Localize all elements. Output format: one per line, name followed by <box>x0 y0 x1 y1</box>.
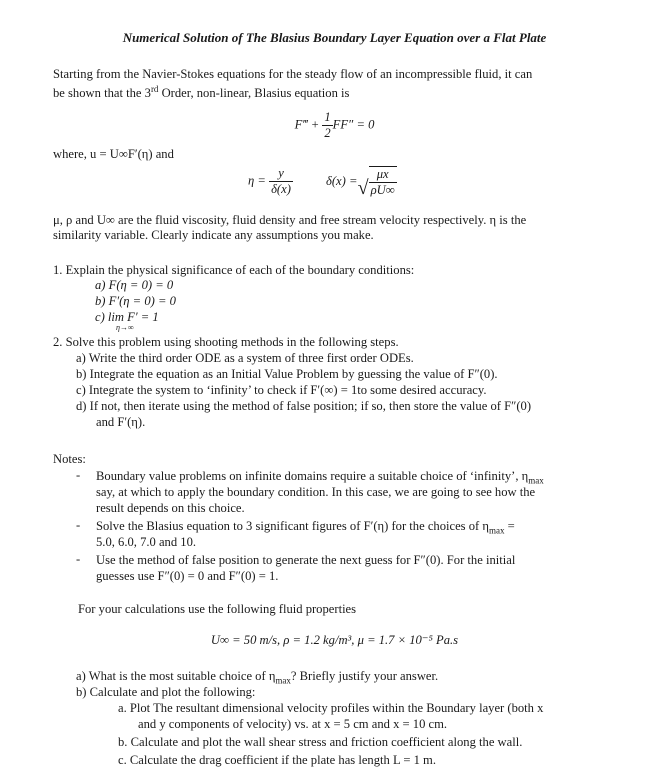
q2-c: c) Integrate the system to ‘infinity’ to check if F′(∞) = 1to some desired accuracy. <box>76 383 487 397</box>
task-b-a-line-2: and y components of velocity) vs. at x = 5 cm and x = 10 cm. <box>138 717 448 731</box>
eta-definition: η = $\frac{y}{\delta(x)}$ <box>248 166 291 196</box>
note-2-line-2: 5.0, 6.0, 7.0 and 10. <box>96 535 197 549</box>
note-3-line-2: guesses use F″(0) = 0 and F″(0) = 1. <box>96 569 279 583</box>
task-a: a) What is the most suitable choice of $\eta_{max}$? Briefly justify your answer. <box>76 669 439 686</box>
intro-line-1: Starting from the Navier-Stokes equations for the steady flow of an incompressible fluid, it can <box>53 67 533 81</box>
note-1-line-1: Boundary value problems on infinite domains require a suitable choice of ‘infinity’, $\eta_{max}$ <box>96 469 544 486</box>
note-bullet: - <box>76 518 81 532</box>
note-bullet: - <box>76 468 81 482</box>
q1-label: 1. Explain the physical significance of each of the boundary conditions: <box>53 263 415 277</box>
task-b-c: c. Calculate the drag coefficient if the plate has length L = 1 m. <box>118 753 436 767</box>
task-b-b: b. Calculate and plot the wall shear stress and friction coefficient along the wall. <box>118 735 523 749</box>
delta-definition: δ(x) = √ $\frac{\mu x}{\rho U\infty}$ <box>326 166 397 198</box>
q1-a: a) F(η = 0) = 0 <box>95 278 174 292</box>
note-1-line-2: say, at which to apply the boundary condition. In this case, we are going to see how the <box>96 485 536 499</box>
blasius-equation: F‴ + $\frac{1}{2}$ FF″ = 0 <box>294 110 375 140</box>
fluid-label: For your calculations use the following fluid properties <box>78 602 357 616</box>
note-3-line-1: Use the method of false position to generate the next guess for F″(0). For the initial <box>96 553 516 567</box>
task-b: b) Calculate and plot the following: <box>76 685 256 699</box>
where-line: where, u = U∞F′(η) and <box>53 147 174 161</box>
intro-line-2: be shown that the 3rd Order, non-linear, Blasius equation is <box>53 84 350 101</box>
notes-label: Notes: <box>53 452 86 466</box>
q1-c: c) lim F′ = 1 <box>95 310 159 324</box>
q1-b: b) F′(η = 0) = 0 <box>95 294 176 308</box>
q2-d-line-2: and F′(η). <box>96 415 146 429</box>
task-b-a-line-1: a. Plot The resultant dimensional velocity profiles within the Boundary layer (both x <box>118 701 544 715</box>
params-line-1: μ, ρ and U∞ are the fluid viscosity, fluid density and free stream velocity respectively. η is the <box>53 213 527 227</box>
q2-b: b) Integrate the equation as an Initial Value Problem by guessing the value of F″(0). <box>76 367 498 381</box>
note-1-line-3: result depends on this choice. <box>96 501 245 515</box>
note-2-line-1: Solve the Blasius equation to 3 significant figures of F′(η) for the choices of $\eta_{max}$ = <box>96 519 515 536</box>
page-title: Numerical Solution of The Blasius Boundary Layer Equation over a Flat Plate <box>122 30 547 45</box>
fluid-properties: U∞ = 50 m/s, ρ = 1.2 kg/m³, μ = 1.7 × 10⁻⁵ Pa.s <box>210 633 459 647</box>
note-bullet: - <box>76 552 81 566</box>
params-line-2: similarity variable. Clearly indicate any assumptions you make. <box>53 228 374 242</box>
q2-label: 2. Solve this problem using shooting methods in the following steps. <box>53 335 399 349</box>
q2-d-line-1: d) If not, then iterate using the method of false position; if so, then store the value of F″(0) <box>76 399 532 413</box>
q2-a: a) Write the third order ODE as a system of three first order ODEs. <box>76 351 414 365</box>
q1-c-limit: η→∞ <box>116 323 134 332</box>
